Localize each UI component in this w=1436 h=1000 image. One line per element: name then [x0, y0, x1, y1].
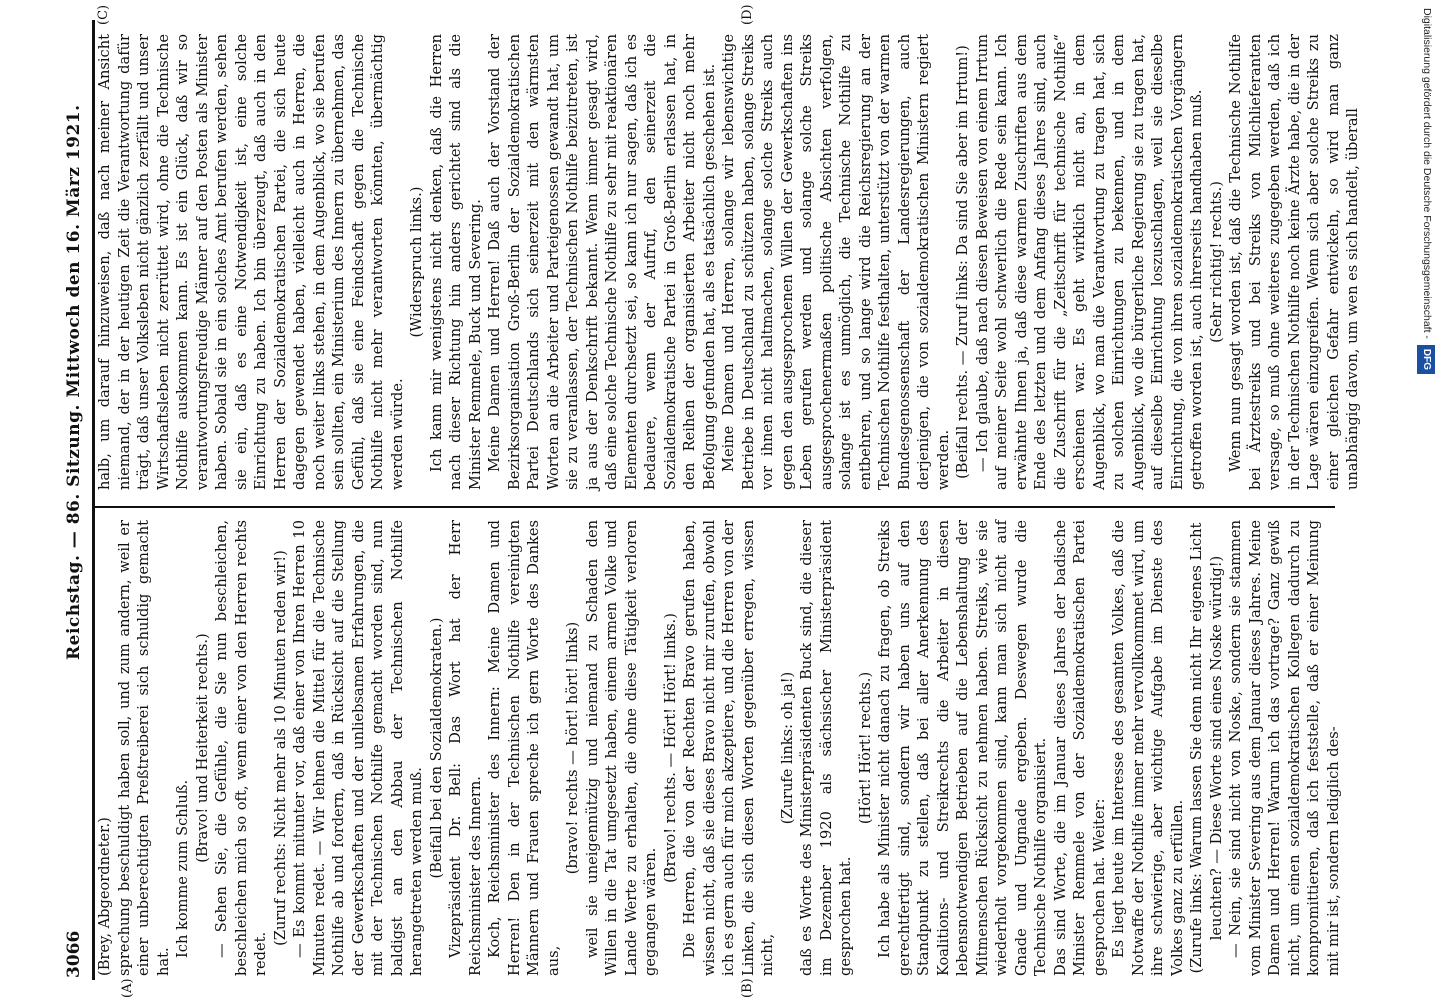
- interjection: (Bravo! rechts. — Hört! Hört! links.): [661, 613, 679, 883]
- paragraph: weil sie uneigennützig und niemand zu Schaden den Willen in die Tat umgesetzt haben, einem armen Volke und Lande Werte zu erhalten, die ohne diese Tätigkeit verloren gegangen wären.: [583, 520, 659, 976]
- margin-marker-d: (D): [740, 4, 755, 25]
- interjection: (Zurufe links: oh ja!): [778, 671, 796, 825]
- interjection: (Beifall bei den Sozialdemokraten.): [427, 617, 445, 879]
- margin-marker-c: (C): [96, 4, 111, 25]
- paragraph: — Sehen Sie, die Gefühle, die Sie nun beschleichen, beschleichen mich so oft, wenn einer von den Herren rechts redet.: [213, 520, 269, 976]
- digitization-credit: [1418, 8, 1436, 998]
- paragraph: Ich komme zum Schluß.: [174, 779, 191, 958]
- paragraph: Das sind Worte, die im Januar dieses Jahres der badische Minister Remmele von der Sozialdemokratischen Partei gesprochen hat. Weiter:: [1051, 520, 1108, 976]
- paragraph: Koch, Reichsminister des Innern: Meine Damen und Herren! Den in der Technischen Nothilfe vereinigten Männern und Frauen spreche ich gern Worte des Dankes aus,: [486, 520, 562, 976]
- interjection: (Zurufe links: Warum lassen Sie denn nicht Ihr eigenes Licht leuchten? — Diese Worte sind eines Noske würdig!): [1188, 522, 1225, 974]
- margin-marker-b: (B): [740, 978, 755, 998]
- interjection: (Zuruf rechts: Nicht mehr als 10 Minuten reden wir!): [271, 550, 289, 946]
- paragraph: Wenn nun gesagt worden ist, daß die Technische Nothilfe bei Ärztestreiks und bei Streiks von Milchlieferanten versage, so muß ohne weiteres zugegeben werden, daß ich in der Technischen Nothilfe noch keine Ärzte habe, die in der Lage wären einzugreifen. Wenn sich aber solche Streiks zu einer gleichen Gefahr entwickeln, so wird man ganz unabhängig davon, um wen es sich handelt, überall: [1227, 34, 1361, 490]
- paragraph: — Nein, sie sind nicht von Noske, sondern sie stammen vom Minister Severing aus dem Januar dieses Jahres. Meine Damen und Herren! Warum ich das vortrage? Ganz gewiß nicht, um einen sozialdemokratischen Kollegen dadurch zu kompromittieren, daß ich feststelle, daß er einer Meinung mit mir ist, sondern lediglich des-: [1227, 520, 1342, 976]
- paragraph: (Brey, Abgeordneter.): [96, 817, 113, 976]
- left-column: [95, 520, 1342, 976]
- credit-text: Digitalisierung gefördert durch die Deutsche Forschungsgemeinschaft -: [1421, 8, 1433, 339]
- margin-marker-a: (A): [120, 978, 135, 998]
- paragraph: sprechung beschuldigt haben soll, und zum andern, weil er einer unberechtigten Preßtreiberei sich schuldig gemacht hat.: [115, 520, 172, 976]
- paragraph: — Ich glaube, daß nach diesen Beweisen von einem Irrtum auf meiner Seite wohl schwerlich die Rede sein kann. Ich erwähnte Ihnen ja, daß diese warmen Zuschriften aus dem Ende des letzten und dem Anfang dieses Jahres sind, auch die Zuschrift für die „Zeitschrift für technische Nothilfe“ erschienen war. Es geht wirklich nicht an, in dem Augenblick, wo man die Verantwortung zu tragen hat, sich zu solchen Einrichtungen zu bekennen, und in dem Augenblick, wo die bürgerliche Regierung sie zu tragen hat, auf dieselbe Einrichtung loszuschlagen, weil sie dieselbe Einrichtung, die von ihren sozialdemokratischen Vorgängern getroffen worden ist, auch ihrerseits handhaben muß.: [973, 34, 1205, 490]
- paragraph: Meine Damen und Herren, solange wir lebenswichtige Betriebe in Deutschland zu schützen haben, solange Streiks vor ihnen nicht haltmachen, solange solche Streiks auch gegen den ausgesprochenen Willen der Gewerkschaften ins Leben gerufen werden und solange solche Streiks ausgesprochenermaßen politische Absichten verfolgen, solange ist es unmöglich, die Technische Nothilfe zu entbehren, und so lange wird die Reichsregierung an der Technischen Nothilfe festhalten, unterstützt von der warmen Bundesgenossenschaft der Landesregierungen, auch derjenigen, die von sozialdemokratischen Ministern regiert werden.: [720, 34, 952, 490]
- page-header: [60, 0, 88, 1000]
- paragraph: Ich habe als Minister nicht danach zu fragen, ob Streiks gerechtfertigt sind, sondern wir haben uns auf den Standpunkt zu stellen, daß bei aller Anerkennung des Koalitions- und Streikrechts die Arbeiter in diesen lebensnotwendigen Betrieben auf die Lebenshaltung der Mitmenschen Rücksicht zu nehmen haben. Streiks, wie sie wiederholt vorgekommen sind, kann man sich nicht auf Gnade und Ungnade ergeben. Deswegen wurde die Technische Nothilfe organisiert.: [876, 520, 1049, 976]
- paragraph: halb, um darauf hinzuweisen, daß nach meiner Ansicht niemand, der in der heutigen Zeit die Verantwortung dafür trägt, daß unser Volksleben nicht gänzlich zerfällt und unser Wirtschaftsleben nicht zerrüttet wird, ohne die Technische Nothilfe auskommen kann. Es ist ein Glück, daß wir so verantwortungsfreudige Männer auf den Posten als Minister haben. Sobald sie in ein solches Amt berufen werden, sehen sie ein, daß es eine Notwendigkeit ist, eine solche Einrichtung zu haben. Ich bin überzeugt, daß auch in den Herren der Sozialdemokratischen Partei, die sich heute dagegen gewendet haben, vielleicht auch in Herren, die noch weiter links stehen, in dem Augenblick, wo sie berufen sein sollten, ein Ministerium des Innern zu übernehmen, das Gefühl, daß sie eine Feindschaft gegen die Technische Nothilfe nicht mehr verantworten könnten, übermächtig werden würde.: [96, 34, 406, 490]
- right-column: [95, 34, 1361, 490]
- dfg-logo: DFG: [1417, 345, 1435, 374]
- interjection: (Beifall rechts. — Zuruf links: Da sind Sie aber im Irrtum!): [954, 45, 971, 479]
- interjection: (bravo! rechts — hört! hört! links): [564, 621, 581, 875]
- page-number: 3066: [64, 930, 84, 978]
- interjection: (Sehr richtig! rechts.): [1207, 181, 1225, 343]
- paragraph: daß es Worte des Ministerpräsidenten Buck sind, die dieser im Dezember 1920 als sächsischer Ministerpräsident gesprochen hat.: [798, 520, 854, 976]
- interjection: (Hört! Hört! rechts.): [856, 671, 874, 825]
- paragraph: Vizepräsident Dr. Bell: Das Wort hat der Herr Reichsminister des Innern.: [447, 520, 484, 976]
- paragraph: Es liegt heute im Interesse des gesamten Volkes, daß die Notwaffe der Nothilfe immer mehr vervollkommnet wird, um ihre schwierige, aber wichtige Aufgabe im Dienste des Volkes ganz zu erfüllen.: [1110, 520, 1186, 976]
- page-title: Reichstag. — 86. Sitzung. Mittwoch den 16. März 1921.: [64, 104, 84, 660]
- paragraph: Meine Damen und Herren! Daß auch der Vorstand der Bezirksorganisation Groß-Berlin der Sozialdemokratischen Partei Deutschlands sich seinerzeit mit den wärmsten Worten an die Arbeiter und Parteigenossen gewandt hat, um sie zu veranlassen, der Technischen Nothilfe beizutreten, ist ja aus der Denkschrift bekannt. Wenn immer gesagt wird, daß eine solche Technische Nothilfe zu sehr mit reaktionären Elementen durchsetzt sei, so kann ich nur sagen, daß ich es bedauere, wenn der Aufruf, den seinerzeit die Sozialdemokratische Partei in Groß-Berlin erlassen hat, in den Reihen der organisierten Arbeiter nicht noch mehr Befolgung gefunden hat, als es tatsächlich geschehen ist.: [486, 34, 718, 490]
- interjection: (Bravo! und Heiterkeit rechts.): [193, 633, 211, 863]
- paragraph: — Es kommt mitunter vor, daß einer von Ihren Herren 10 Minuten redet. — Wir lehnen die Mittel für die Technische Nothilfe ab und fordern, daß in Rücksicht auf die Stellung der Gewerkschaften und der unliebsamen Erfahrungen, die mit der Technischen Nothilfe gemacht worden sind, nun baldigst an den Abbau der Technischen Nothilfe herangetreten werden muß.: [291, 520, 425, 976]
- column-divider: [95, 506, 1335, 508]
- interjection: (Widerspruch links.): [408, 186, 425, 338]
- paragraph: Die Herren, die von der Rechten Bravo gerufen haben, wissen nicht, daß sie dieses Bravo nicht mir zurufen, obwohl ich es gern auch für mich akzeptiere, und die Herren von der Linken, die sich diesen Worten gegenüber erregen, wissen nicht,: [681, 520, 776, 976]
- paragraph: Ich kann mir wenigstens nicht denken, daß die Herren nach dieser Richtung hin anders gerichtet sind als die Minister Remmele, Buck und Severing.: [427, 34, 484, 490]
